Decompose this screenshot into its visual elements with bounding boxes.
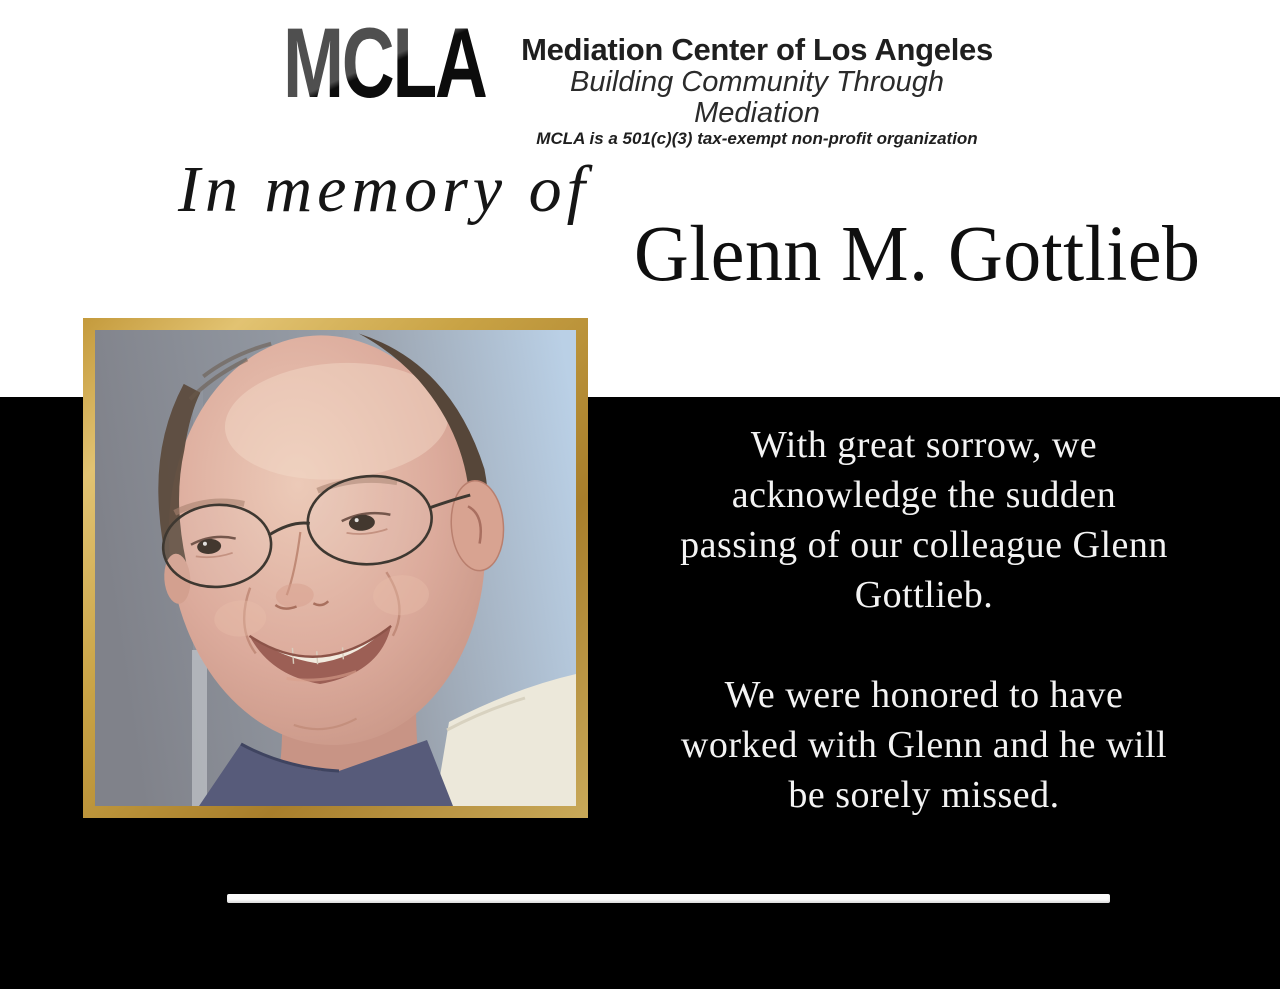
divider-line: [227, 894, 1110, 903]
tribute-line: worked with Glenn and he will: [680, 724, 1168, 766]
paragraph-spacer: [616, 620, 1232, 670]
tribute-line: With great sorrow, we: [750, 424, 1098, 466]
backdrop-pole-lower: [192, 650, 207, 806]
tribute-line: passing of our colleague Glenn: [680, 524, 1168, 566]
portrait-photo: [95, 330, 576, 806]
memorial-name: Glenn M. Gottlieb: [634, 211, 1201, 298]
tribute-line: We were honored to have: [724, 674, 1124, 716]
tribute-line: acknowledge the sudden: [731, 474, 1117, 516]
mcla-logo: MCLA: [283, 7, 486, 118]
tribute-text: [616, 420, 1232, 820]
org-tagline: Building Community Through Mediation: [570, 66, 944, 129]
org-nonprofit-note: MCLA is a 501(c)(3) tax-exempt non-profit organization: [536, 129, 978, 148]
tribute-line: Gottlieb.: [854, 574, 994, 616]
in-memory-of-label: In memory of: [178, 153, 590, 226]
tribute-line: be sorely missed.: [788, 774, 1060, 816]
photo-gold-frame: [83, 318, 588, 818]
org-name: Mediation Center of Los Angeles: [521, 32, 993, 67]
brand-text-block: [507, 33, 1007, 148]
